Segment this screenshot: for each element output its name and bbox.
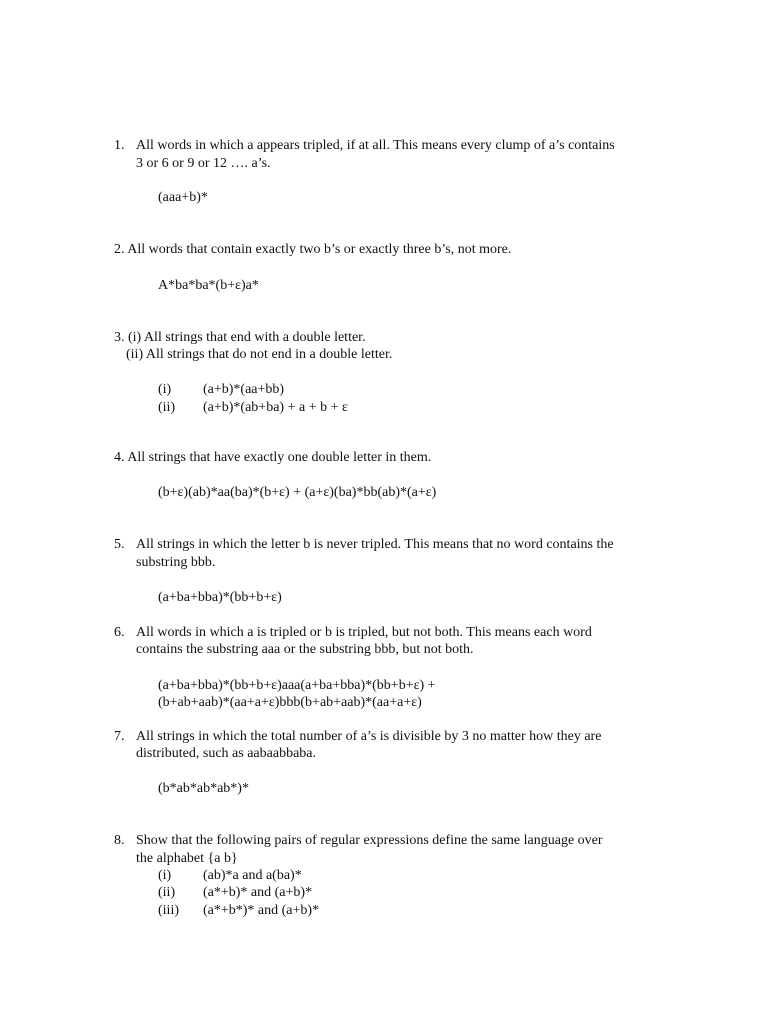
item-7-text-line-2: distributed, such as aabaabbaba.: [136, 746, 316, 761]
item-6-number: 6.: [114, 625, 125, 640]
item-7-number: 7.: [114, 729, 125, 744]
item-7-text-line-1: All strings in which the total number of a’s is divisible by 3 no matter how they are: [136, 729, 602, 744]
item-8-text-line-2: the alphabet {a b}: [136, 851, 238, 866]
item-1-answer: (aaa+b)*: [158, 190, 208, 205]
item-6-answer-line-1: (a+ba+bba)*(bb+b+ε)aaa(a+ba+bba)*(bb+b+ε) +: [158, 678, 436, 693]
item-5-answer: (a+ba+bba)*(bb+b+ε): [158, 590, 282, 605]
item-3-text-line-1: 3. (i) All strings that end with a double letter.: [114, 330, 366, 345]
item-2-answer: A*ba*ba*(b+ε)a*: [158, 278, 259, 293]
item-1-text-line-2: 3 or 6 or 9 or 12 …. a’s.: [136, 156, 271, 171]
item-1-text-line-1: All words in which a appears tripled, if at all. This means every clump of a’s contains: [136, 138, 615, 153]
item-7-answer: (b*ab*ab*ab*)*: [158, 781, 249, 796]
item-8-sub-1-label: (i): [158, 868, 172, 883]
item-8-sub-2-expr: (a*+b)* and (a+b)*: [203, 885, 313, 900]
item-3-sub-2-expr: (a+b)*(ab+ba) + a + b + ε: [203, 400, 348, 415]
item-8-text-line-1: Show that the following pairs of regular expressions define the same language over: [136, 833, 603, 848]
item-5-number: 5.: [114, 537, 125, 552]
item-6-text-line-2: contains the substring aaa or the substring bbb, but not both.: [136, 642, 474, 657]
item-6-text-line-1: All words in which a is tripled or b is tripled, but not both. This means each word: [136, 625, 592, 640]
item-6-answer-line-2: (b+ab+aab)*(aa+a+ε)bbb(b+ab+aab)*(aa+a+ε): [158, 695, 422, 710]
item-2-text: 2. All words that contain exactly two b’s or exactly three b’s, not more.: [114, 242, 512, 257]
item-5-text-line-2: substring bbb.: [136, 555, 216, 570]
item-8-sub-3-expr: (a*+b*)* and (a+b)*: [203, 903, 320, 918]
item-3-sub-2-label: (ii): [158, 400, 176, 415]
item-4-answer: (b+ε)(ab)*aa(ba)*(b+ε) + (a+ε)(ba)*bb(ab)*(a+ε): [158, 485, 437, 500]
item-8-number: 8.: [114, 833, 125, 848]
item-8-sub-1-expr: (ab)*a and a(ba)*: [203, 868, 302, 883]
item-3-text-line-2: (ii) All strings that do not end in a double letter.: [126, 347, 393, 362]
item-3-sub-1-label: (i): [158, 382, 172, 397]
item-8-sub-2-label: (ii): [158, 885, 176, 900]
item-1-number: 1.: [114, 138, 125, 153]
item-4-text: 4. All strings that have exactly one double letter in them.: [114, 450, 432, 465]
item-8-sub-3-label: (iii): [158, 903, 179, 918]
item-5-text-line-1: All strings in which the letter b is never tripled. This means that no word contains the: [136, 537, 614, 552]
item-3-sub-1-expr: (a+b)*(aa+bb): [203, 382, 285, 397]
